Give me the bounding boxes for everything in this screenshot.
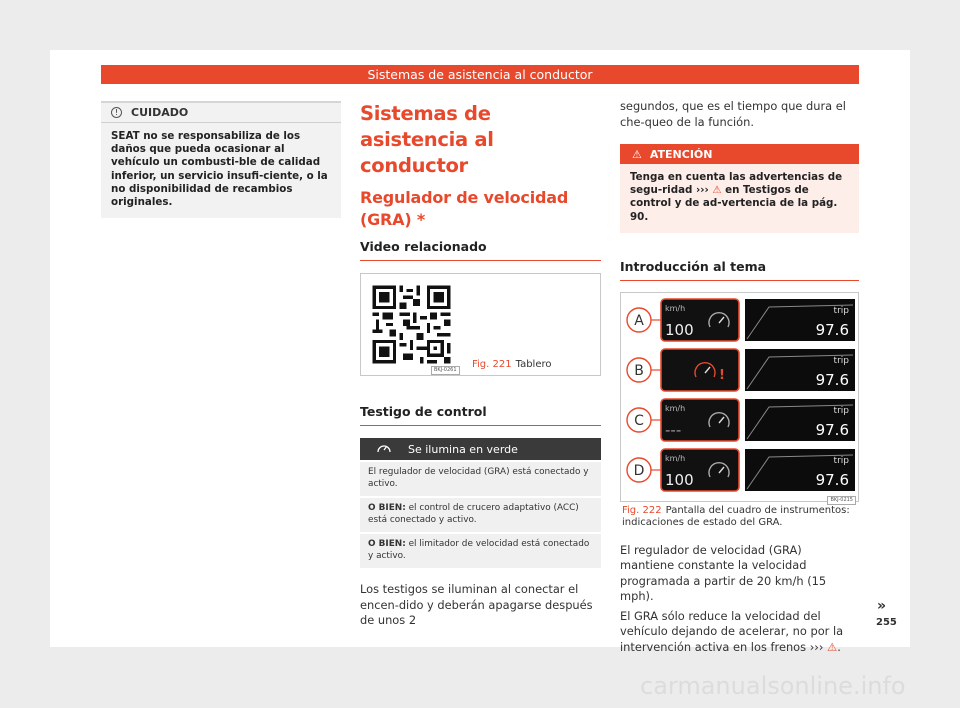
middle-column	[360, 101, 601, 629]
speed-value: 100	[665, 320, 694, 339]
figure-code: BKJ-0215	[827, 496, 856, 505]
watermark: carmanualsonline.info	[640, 672, 906, 700]
cuidado-title: CUIDADO	[131, 106, 189, 119]
row-prefix: O BIEN:	[368, 539, 406, 549]
running-header: Sistemas de asistencia al conductor	[101, 65, 859, 84]
body-paragraph: Los testigos se iluminan al conectar el encen-dido y deberán apagarse después de unos 2	[360, 582, 593, 627]
figure-number: Fig. 221	[472, 359, 512, 370]
label-letter: C	[634, 412, 644, 429]
trip-value: 97.6	[815, 320, 849, 339]
trip-value: 97.6	[815, 470, 849, 489]
row-text: el control de crucero adaptativo (ACC) está conectado y activo.	[368, 503, 579, 525]
figure-222	[620, 292, 859, 502]
info-circle-icon: !	[111, 107, 122, 118]
instrument-cluster-illustration	[621, 293, 858, 501]
speed-unit: km/h	[665, 303, 686, 313]
gauge-alert: !	[719, 367, 725, 383]
right-column	[620, 99, 859, 655]
testigo-heading: Testigo de control	[360, 404, 601, 426]
link-arrows[interactable]: ›››	[809, 639, 824, 654]
indicator-table	[360, 438, 601, 568]
left-column	[101, 101, 341, 218]
figure-number: Fig. 222	[622, 504, 662, 516]
atencion-header	[620, 144, 859, 164]
warning-triangle-icon: ⚠	[632, 147, 642, 161]
video-heading: Video relacionado	[360, 239, 601, 261]
trip-value: 97.6	[815, 370, 849, 389]
cuidado-header	[101, 103, 341, 123]
speed-unit: km/h	[665, 453, 686, 463]
section-subtitle: Regulador de velocidad (GRA) *	[360, 188, 569, 229]
atencion-title: ATENCIÓN	[649, 147, 713, 161]
label-letter: A	[634, 312, 644, 329]
paragraph-text: El GRA sólo reduce la velocidad del vehículo dejando de acelerar, no por la intervención activa en los frenos	[620, 608, 844, 654]
atencion-text-part: Tenga en cuenta las advertencias de segu-ridad	[630, 171, 843, 197]
cuidado-notice	[101, 101, 341, 218]
page-number: 255	[876, 617, 897, 628]
figure-221	[360, 273, 601, 376]
cuidado-text: SEAT no se responsabiliza de los daños que pueda ocasionar al vehículo un combusti-ble de calidad inferior, un servicio insufi-ciente, o la no disponibilidad de recambios originales.	[111, 130, 328, 209]
table-header	[360, 438, 601, 460]
body-paragraph: El GRA sólo reduce la velocidad del vehículo dejando de acelerar, no por la intervención activa en los frenos ››› ⚠.	[620, 608, 844, 654]
intro-heading: Introducción al tema	[620, 259, 859, 281]
section-title: Sistemas de asistencia al conductor	[360, 102, 494, 177]
row-text: el limitador de velocidad está conectado y activo.	[368, 539, 590, 561]
label-letter: D	[633, 462, 645, 479]
atencion-text	[620, 164, 859, 233]
figure-222-caption	[620, 505, 859, 529]
figure-221-caption	[472, 359, 551, 370]
trip-label: trip	[833, 305, 849, 316]
trip-label: trip	[833, 355, 849, 366]
atencion-text-part: en Testigos de control y de ad-vertencia de la pág. 90.	[630, 184, 838, 223]
speed-value: 100	[665, 470, 694, 489]
figure-caption-text: Pantalla del cuadro de instrumentos: indicaciones de estado del GRA.	[622, 504, 850, 528]
speed-value: ---	[665, 420, 682, 439]
speed-unit: km/h	[665, 403, 686, 413]
body-paragraph: segundos, que es el tiempo que dura el che-queo de la función.	[620, 99, 846, 129]
figure-caption-text: Tablero	[515, 359, 552, 370]
table-row	[360, 498, 601, 532]
table-row: El regulador de velocidad (GRA) está conectado y activo.	[360, 462, 601, 496]
speed-display	[661, 349, 739, 391]
warning-triangle-icon: ⚠	[712, 184, 722, 197]
table-row	[360, 534, 601, 568]
trip-value: 97.6	[815, 420, 849, 439]
speedometer-icon	[360, 441, 408, 458]
row-prefix: O BIEN:	[368, 503, 406, 513]
continue-mark: »	[877, 598, 887, 614]
qr-code-icon[interactable]	[369, 282, 454, 367]
trip-label: trip	[833, 455, 849, 466]
warning-triangle-icon: ⚠	[827, 639, 838, 654]
atencion-notice	[620, 144, 859, 233]
body-paragraph: El regulador de velocidad (GRA) mantiene constante la velocidad programada a partir de 20 km/h (15 mph).	[620, 542, 827, 604]
figure-code: BKJ-0261	[431, 366, 460, 375]
label-letter: B	[634, 362, 644, 379]
table-header-label: Se ilumina en verde	[408, 442, 518, 456]
link-arrows[interactable]: ›››	[695, 184, 709, 197]
trip-label: trip	[833, 405, 849, 416]
